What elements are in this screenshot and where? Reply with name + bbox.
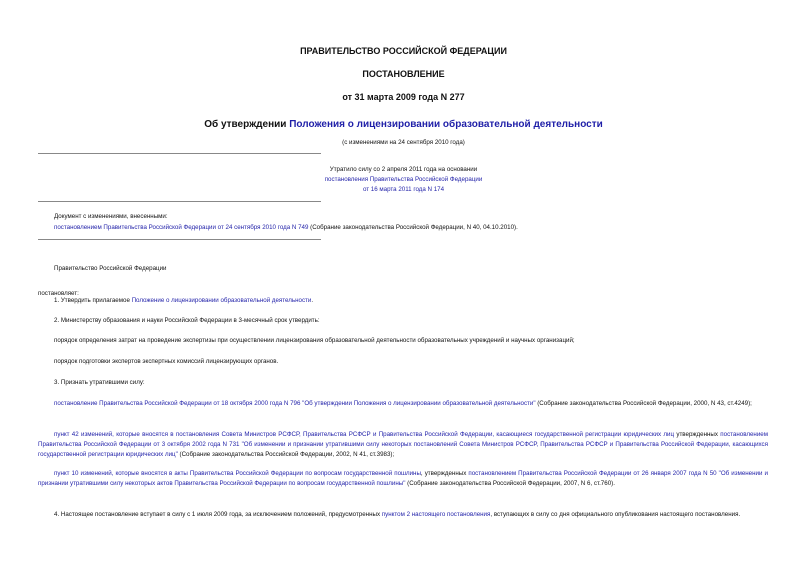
divider (38, 201, 321, 202)
amendments-source: (Собрание законодательства Российской Федерации, N 40, 04.10.2010). (308, 224, 518, 231)
item-3c-text-2: (Собрание законодательства Российской Федерации, 2007, N 6, ст.760). (405, 480, 615, 487)
item-2a: порядок определения затрат на проведение экспертизы при осуществлении лицензирования образовательной деятельности образовательных учреждений и научных организаций; (54, 337, 575, 344)
item-3b-text-1: утвержденных (674, 431, 721, 438)
item-3b-link-1[interactable]: пункт 42 изменений, которые вносятся в постановления Совета Министров РСФСР, Правительства РСФСР и Правительства Российской Федерации, касающиеся государственной регистрации юридических лиц (54, 431, 675, 438)
lost-force-line: Утратило силу со 2 апреля 2011 года на основании (329, 166, 478, 173)
header-org: ПРАВИТЕЛЬСТВО РОССИЙСКОЙ ФЕДЕРАЦИИ (300, 46, 507, 56)
lost-force-note (0, 165, 807, 195)
item-1-link[interactable]: Положение о лицензировании образовательной деятельности (131, 297, 312, 304)
p-resolves: постановляет: (38, 290, 79, 297)
header-date-number: от 31 марта 2009 года N 277 (342, 92, 465, 102)
lost-force-link-2[interactable]: от 16 марта 2011 года N 174 (362, 186, 445, 193)
title-link[interactable]: Положения о лицензировании образовательной деятельности (289, 119, 603, 130)
amendments-block (54, 211, 754, 233)
header-doc-type: ПОСТАНОВЛЕНИЕ (362, 69, 445, 79)
amendments-link[interactable]: постановлением Правительства Российской Федерации от 24 сентября 2010 года N 749 (54, 224, 309, 231)
item-1-prefix: 1. Утвердить прилагаемое (54, 297, 132, 304)
item-3b (38, 430, 768, 460)
item-3a (38, 399, 768, 409)
amendments-line (54, 222, 754, 233)
item-3c-text-1: , утвержденных (420, 470, 469, 477)
item-4-prefix: 4. Настоящее постановление вступает в силу с 1 июля 2009 года, за исключением положений, предусмотренных (54, 511, 382, 518)
item-2: 2. Министерству образования и науки Российской Федерации в 3-месячный срок утвердить: (54, 317, 320, 324)
item-3a-text: (Собрание законодательства Российской Федерации, 2000, N 43, ст.4249); (535, 400, 752, 407)
item-1-suffix: . (311, 297, 314, 304)
item-2b: порядок подготовки экспертов экспертных комиссий лицензирующих органов. (54, 358, 279, 365)
title-prefix: Об утверждении (204, 119, 290, 130)
p-gov: Правительство Российской Федерации (54, 265, 167, 272)
item-3c (38, 469, 768, 489)
item-3c-link-2[interactable]: постановлением Правительства Российской Федерации от 26 января 2007 года N 50 "Об изменении и признании утратившими силу некоторых актов Правительства Российской Федерации по вопросам государственной пошлины" (38, 470, 768, 487)
item-3a-link[interactable]: постановление Правительства Российской Федерации от 18 октября 2000 года N 796 "Об утверждении Положения о лицензировании образовательной деятельности" (54, 400, 536, 407)
divider (38, 239, 321, 240)
item-4 (38, 510, 768, 520)
changes-note: (с изменениями на 24 сентября 2010 года) (342, 139, 465, 146)
lost-force-link-1[interactable]: постановления Правительства Российской Федерации (324, 176, 483, 183)
item-3: 3. Признать утратившими силу: (54, 379, 145, 386)
item-3b-text-2: (Собрание законодательства Российской Федерации, 2002, N 41, ст.3983); (177, 451, 395, 458)
document-title (0, 119, 807, 130)
item-3b-link-2[interactable]: постановлением Правительства Российской Федерации от 3 октября 2002 года N 731 "Об изменении и признании утратившими силу некоторых постановлений Совета Министров РСФСР, Правительства РСФСР и Правительства Российской Федерации, касающихся государственной регистрации юридических лиц" (38, 431, 768, 458)
item-4-link[interactable]: пунктом 2 настоящего постановления (381, 511, 491, 518)
item-3c-link-1[interactable]: пункт 10 изменений, которые вносятся в акты Правительства Российской Федерации по вопросам государственной пошлины (54, 470, 421, 477)
divider (38, 153, 321, 154)
amendments-intro: Документ с изменениями, внесенными: (54, 213, 168, 220)
item-1 (54, 297, 313, 304)
item-4-suffix: , вступающих в силу со дня официального опубликования настоящего постановления. (490, 511, 741, 518)
